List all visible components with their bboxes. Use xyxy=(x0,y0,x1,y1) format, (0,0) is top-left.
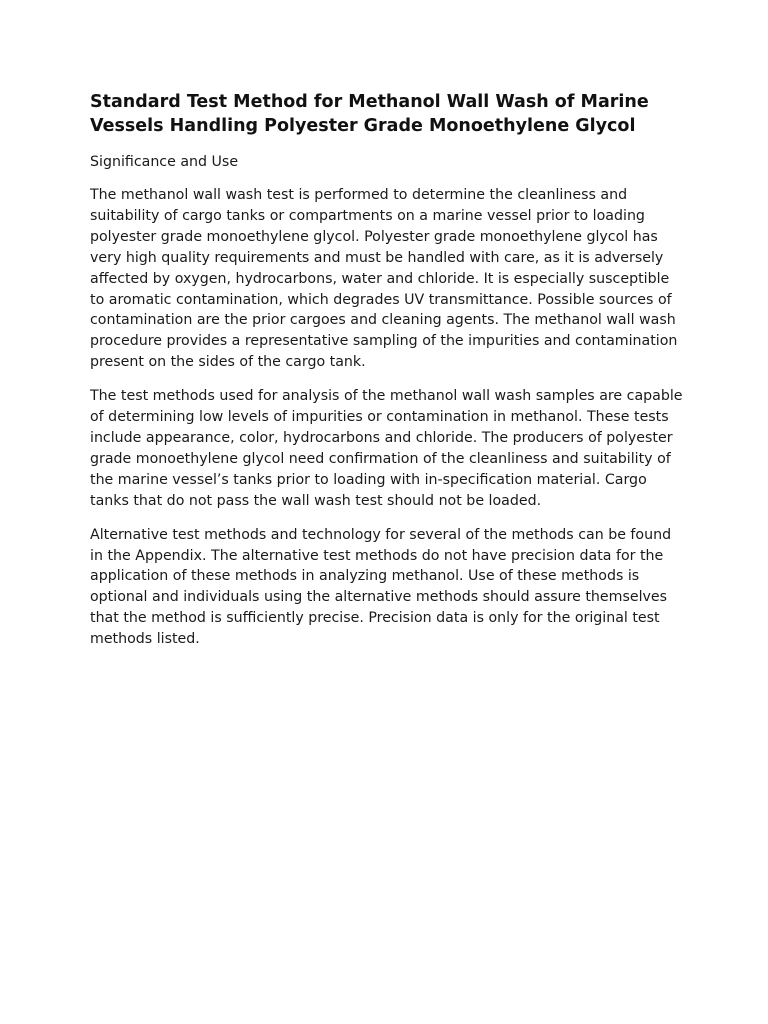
paragraph-1: The methanol wall wash test is performed to determine the cleanliness and suitability of cargo tanks or compartments on a marine vessel prior to loading polyester grade monoethylene glycol. Polyester grade monoethylene glycol has very high quality requirements and must be handled with care, as it is adversely affected by oxygen, hydrocarbons, water and chloride. It is especially susceptible to aromatic contamination, which degrades UV transmittance. Possible sources of contamination are the prior cargoes and cleaning agents. The methanol wall wash procedure provides a representative sampling of the impurities and contamination present on the sides of the cargo tank. xyxy=(90,187,678,371)
paragraph-2: The test methods used for analysis of the methanol wall wash samples are capable of determining low levels of impurities or contamination in methanol. These tests include appearance, color, hydrocarbons and chloride. The producers of polyester grade monoethylene glycol need confirmation of the cleanliness and suitability of the marine vessel’s tanks prior to loading with in-specification material. Cargo tanks that do not pass the wall wash test should not be loaded. xyxy=(90,388,683,509)
document-page xyxy=(90,90,684,650)
document-title: Standard Test Method for Methanol Wall Wash of Marine Vessels Handling Polyester Grade Monoethylene Glycol xyxy=(90,92,649,136)
paragraph-3: Alternative test methods and technology for several of the methods can be found in the Appendix. The alternative test methods do not have precision data for the application of these methods in analyzing methanol. Use of these methods is optional and individuals using the alternative methods should assure themselves that the method is sufficiently precise. Precision data is only for the original test methods listed. xyxy=(90,526,672,648)
section-heading: Significance and Use xyxy=(90,154,239,170)
